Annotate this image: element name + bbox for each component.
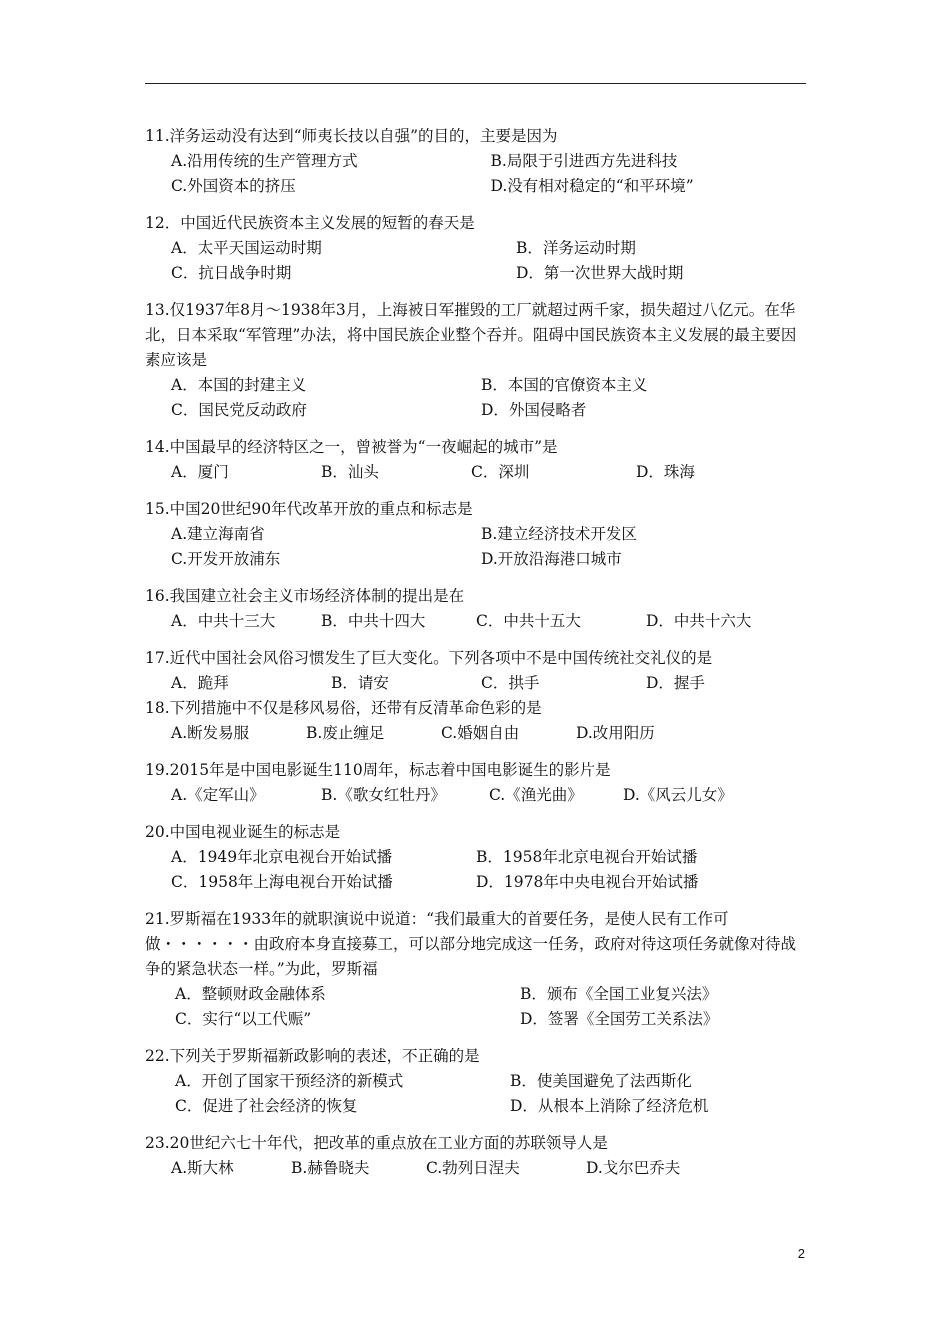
option-c: C．国民党反动政府 [171, 401, 307, 419]
question-21 [145, 907, 810, 1032]
option-d: D．签署《全国劳工关系法》 [520, 1010, 719, 1028]
header-rule [145, 83, 806, 84]
question-stem: 13.仅1937年8月～1938年3月，上海被日军摧毁的工厂就超过两千家，损失超过八亿元。在华北，日本采取“军管理”办法，将中国民族企业整个吞并。阻碍中国民族资本主义发展的最主要因素应该是 [145, 301, 797, 369]
question-stem: 21.罗斯福在1933年的就职演说中说道：“我们最重大的首要任务，是使人民有工作可做・・・・・・由政府本身直接募工，可以部分地完成这一任务，政府对待这项任务就像对待战争的紧急状态一样。”为此，罗斯福 [145, 910, 797, 978]
option-d: D.改用阳历 [576, 724, 655, 742]
option-a: A.斯大林 [171, 1159, 234, 1177]
question-18 [145, 696, 810, 746]
question-list [145, 124, 810, 1193]
page-number: 2 [797, 1246, 805, 1261]
option-c: C．深圳 [471, 463, 530, 481]
option-c: C.婚姻自由 [441, 724, 520, 742]
question-19 [145, 758, 810, 808]
option-c: C.《渔光曲》 [489, 786, 583, 804]
option-d: D.开放沿海港口城市 [481, 550, 622, 568]
option-a: A.沿用传统的生产管理方式 [171, 152, 358, 170]
question-stem: 19.2015年是中国电影诞生110周年，标志着中国电影诞生的影片是 [145, 761, 611, 779]
option-a: A．太平天国运动时期 [171, 239, 322, 257]
option-c: C．中共十五大 [476, 612, 581, 630]
option-d: D．外国侵略者 [481, 401, 587, 419]
question-stem: 15.中国20世纪90年代改革开放的重点和标志是 [145, 500, 473, 518]
question-stem: 14.中国最早的经济特区之一，曾被誉为“一夜崛起的城市”是 [145, 438, 558, 456]
option-a: A.断发易服 [171, 724, 250, 742]
option-d: D．从根本上消除了经济危机 [510, 1097, 709, 1115]
option-a: A.《定军山》 [171, 786, 265, 804]
option-a: A．中共十三大 [171, 612, 276, 630]
option-d: D．1978年中央电视台开始试播 [476, 873, 699, 891]
option-a: A．厦门 [171, 463, 229, 481]
option-d: D．珠海 [636, 463, 695, 481]
option-d: D.《风云儿女》 [623, 786, 733, 804]
option-c: C．拱手 [481, 674, 540, 692]
option-b: B．1958年北京电视台开始试播 [476, 848, 698, 866]
option-a: A.建立海南省 [171, 525, 265, 543]
question-stem: 20.中国电视业诞生的标志是 [145, 823, 341, 841]
option-c: C.外国资本的挤压 [171, 177, 296, 195]
option-b: B.《歌女红牡丹》 [321, 786, 446, 804]
option-c: C.开发开放浦东 [171, 550, 281, 568]
question-14 [145, 435, 810, 485]
option-c: C．抗日战争时期 [171, 264, 292, 282]
option-b: B．中共十四大 [321, 612, 426, 630]
option-a: A．整顿财政金融体系 [175, 985, 326, 1003]
option-d: D．第一次世界大战时期 [516, 264, 684, 282]
question-stem: 18.下列措施中不仅是移风易俗，还带有反清革命色彩的是 [145, 699, 542, 717]
option-c: C．促进了社会经济的恢复 [175, 1097, 358, 1115]
option-a: A．1949年北京电视台开始试播 [171, 848, 393, 866]
question-stem: 23.20世纪六七十年代，把改革的重点放在工业方面的苏联领导人是 [145, 1134, 608, 1152]
option-b: B．本国的官僚资本主义 [481, 376, 648, 394]
option-b: B．使美国避免了法西斯化 [510, 1072, 692, 1090]
option-d: D.戈尔巴乔夫 [586, 1159, 681, 1177]
question-13 [145, 298, 810, 423]
option-d: D．握手 [646, 674, 705, 692]
question-stem: 11.洋务运动没有达到“师夷长技以自强”的目的，主要是因为 [145, 127, 558, 145]
option-a: A．本国的封建主义 [171, 376, 307, 394]
question-20 [145, 820, 810, 895]
question-stem: 16.我国建立社会主义市场经济体制的提出是在 [145, 587, 465, 605]
question-15 [145, 497, 810, 572]
option-a: A．开创了国家干预经济的新模式 [175, 1072, 404, 1090]
option-d: D.没有相对稳定的“和平环境” [490, 177, 694, 195]
question-stem: 12．中国近代民族资本主义发展的短暂的春天是 [145, 214, 475, 232]
question-stem: 17.近代中国社会风俗习惯发生了巨大变化。下列各项中不是中国传统社交礼仪的是 [145, 649, 713, 667]
question-17 [145, 646, 810, 696]
question-16 [145, 584, 810, 634]
question-12 [145, 211, 810, 286]
option-c: C.勃列日涅夫 [426, 1159, 520, 1177]
question-23 [145, 1131, 810, 1181]
option-a: A．跪拜 [171, 674, 229, 692]
option-b: B.赫鲁晓夫 [291, 1159, 370, 1177]
option-b: B．请安 [331, 674, 389, 692]
question-11 [145, 124, 810, 199]
option-b: B．汕头 [321, 463, 379, 481]
option-b: B．洋务运动时期 [516, 239, 636, 257]
option-b: B.建立经济技术开发区 [481, 525, 637, 543]
option-c: C．1958年上海电视台开始试播 [171, 873, 393, 891]
question-22 [145, 1044, 810, 1119]
option-b: B.废止缠足 [306, 724, 385, 742]
question-stem: 22.下列关于罗斯福新政影响的表述，不正确的是 [145, 1047, 480, 1065]
option-b: B.局限于引进西方先进科技 [490, 152, 678, 170]
option-c: C．实行“以工代赈” [175, 1010, 312, 1028]
option-b: B．颁布《全国工业复兴法》 [520, 985, 718, 1003]
option-d: D．中共十六大 [646, 612, 752, 630]
